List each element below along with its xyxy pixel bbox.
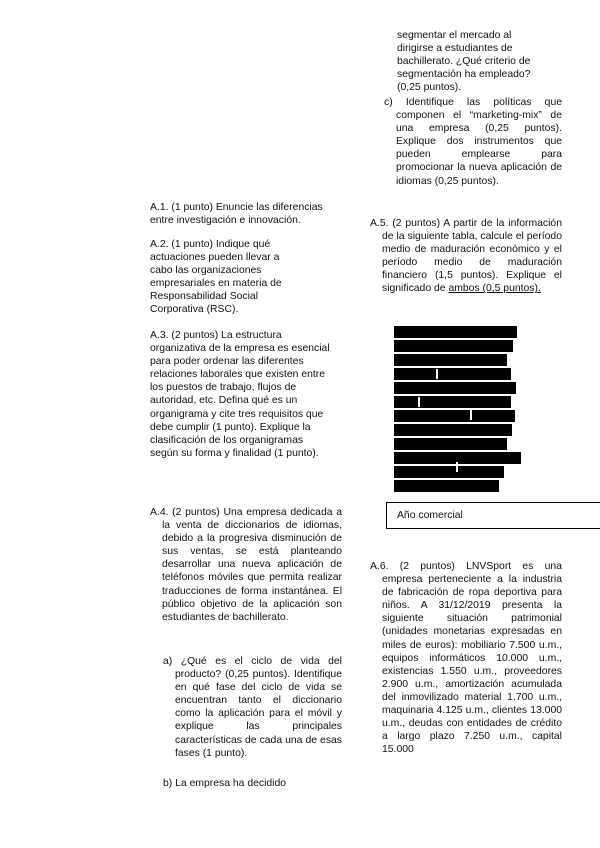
question-a1-text: A.1. (1 punto) Enuncie las diferencias entre investigación e innovación. bbox=[150, 202, 323, 227]
question-a1 bbox=[150, 201, 338, 227]
redaction-gap bbox=[436, 369, 438, 379]
redacted-row bbox=[394, 424, 512, 436]
question-a5-text bbox=[370, 217, 562, 296]
question-a4-part-a bbox=[163, 655, 342, 760]
redaction-gap bbox=[418, 397, 420, 407]
redacted-row bbox=[394, 354, 507, 366]
question-a4-part-b-continued bbox=[397, 29, 549, 94]
question-a5 bbox=[370, 217, 562, 296]
redacted-row bbox=[394, 368, 511, 380]
redacted-row bbox=[394, 480, 499, 492]
redacted-row bbox=[394, 382, 516, 394]
question-a2-text: A.2. (1 punto) Indique qué actuaciones pueden llevar a cabo las organizaciones empresariales en materia de Responsabilidad Social Corporativa (RSC). bbox=[150, 239, 282, 316]
question-a2 bbox=[150, 238, 300, 317]
question-a4-part-b-continued-text: segmentar el mercado al dirigirse a estudiantes de bachillerato. ¿Qué criterio de segmentación ha empleado? (0,25 puntos). bbox=[397, 30, 531, 94]
question-a6 bbox=[370, 560, 562, 756]
redacted-row bbox=[394, 326, 517, 338]
question-a4-part-c-text: c) Identifique las políticas que componen el “marketing-mix” de una empresa (0,25 puntos). Explique dos instrumentos que pueden emplearse para promocionar la nueva aplicación de idiomas (0,25 puntos). bbox=[384, 97, 562, 187]
question-a4 bbox=[150, 506, 342, 624]
redaction-gap bbox=[470, 410, 472, 420]
question-a3-text: A.3. (2 puntos) La estructura organizativa de la empresa es esencial para poder ordenar las diferentes relaciones laborales que existen entre los puestos de trabajo, flujos de autoridad, etc. Defina qué es un organigrama y cite tres requisitos que debe cumplir (1 punto). Explique la clasificación de los organigramas según su forma y finalidad (1 punto). bbox=[150, 330, 330, 459]
question-a6-text: A.6. (2 puntos) LNVSport es una empresa perteneciente a la industria de fabricación de ropa deportiva para niños. A 31/12/2019 presenta la siguiente situación patrimonial (unidades monetarias expresadas en miles de euros): mobiliario 7.500 u.m., equipos informáticos 10.000 u.m., existencias 1.550 u.m., proveedores 2.900 u.m., amortización acumulada del inmovilizado material 1.700 u.m., maquinaria 4.125 u.m., clientes 13.000 u.m., deudas con entidades de crédito a largo plazo 7.250 u.m., capital 15.000 bbox=[370, 561, 562, 756]
question-a5-main: A.5. (2 puntos) A partir de la información de la siguiente tabla, calcule el período medio de maduración económico y el período medio de maduración financiero (1,5 puntos). Explique el significado de bbox=[370, 218, 562, 295]
table-footer-row bbox=[386, 502, 600, 529]
redacted-row bbox=[394, 340, 513, 352]
question-a4-part-b bbox=[163, 777, 342, 790]
redacted-table bbox=[386, 326, 600, 530]
redacted-row bbox=[394, 466, 504, 478]
question-a4-part-b-text: b) La empresa ha decidido bbox=[163, 778, 287, 789]
question-a5-underlined: ambos (0,5 puntos). bbox=[448, 283, 541, 295]
table-footer-label: Año comercial bbox=[397, 510, 463, 521]
redacted-row bbox=[394, 438, 507, 450]
question-a3 bbox=[150, 329, 330, 460]
redacted-row bbox=[394, 396, 511, 408]
question-a4-intro: A.4. (2 puntos) Una empresa dedicada a la venta de diccionarios de idiomas, debido a la progresiva disminución de sus ventas, se está planteando desarrollar una nueva aplicación de teléfonos móviles que permita realizar traducciones de forma instantánea. El público objetivo de la aplicación son estudiantes de bachillerato. bbox=[150, 507, 342, 623]
redaction-gap bbox=[456, 462, 458, 472]
question-a4-part-a-text: a) ¿Qué es el ciclo de vida del producto? (0,25 puntos). Identifique en qué fase del ciclo de vida se encuentran tanto el diccionario como la aplicación para el móvil y explique las principales características de cada una de esas fases (1 punto). bbox=[163, 656, 342, 759]
redacted-row bbox=[394, 410, 515, 422]
question-a4-part-c bbox=[384, 96, 562, 188]
